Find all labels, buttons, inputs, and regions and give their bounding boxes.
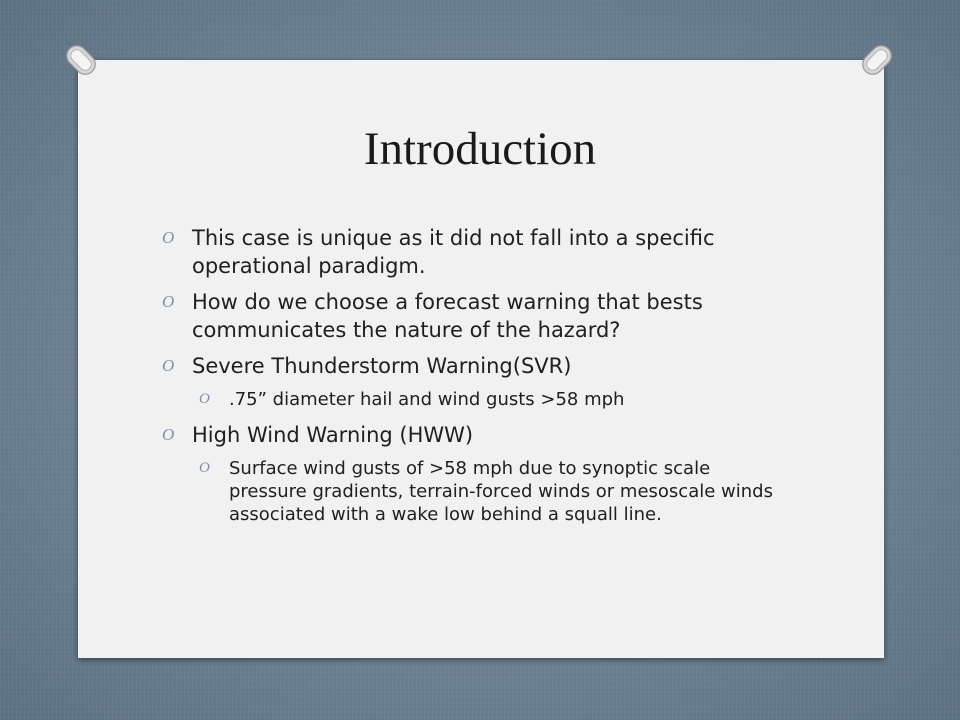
bullet-item	[162, 421, 802, 449]
bullet-item	[162, 352, 802, 380]
bullet-item	[162, 288, 802, 344]
bullet-text: High Wind Warning (HWW)	[192, 423, 474, 447]
bullet-icon: O	[199, 460, 210, 476]
sub-bullet-item	[199, 388, 789, 411]
bullet-icon: O	[162, 292, 175, 311]
bullet-item	[162, 224, 802, 280]
sub-bullet-text: Surface wind gusts of >58 mph due to synoptic scale pressure gradients, terrain-forced winds or mesoscale winds associated with a wake low behind a squall line.	[229, 458, 773, 525]
slide-title: Introduction	[363, 123, 597, 175]
bullet-icon: O	[162, 425, 175, 444]
bullet-list	[162, 224, 802, 536]
bullet-icon: O	[162, 356, 175, 375]
bullet-icon: O	[162, 228, 175, 247]
sub-bullet-item	[199, 457, 789, 526]
bullet-text: This case is unique as it did not fall into a specific operational paradigm.	[192, 226, 715, 278]
sub-bullet-text: .75” diameter hail and wind gusts >58 mph	[229, 389, 625, 410]
bullet-icon: O	[199, 391, 210, 407]
bullet-text: How do we choose a forecast warning that bests communicates the nature of the hazard?	[192, 290, 703, 342]
bullet-text: Severe Thunderstorm Warning(SVR)	[192, 354, 572, 378]
